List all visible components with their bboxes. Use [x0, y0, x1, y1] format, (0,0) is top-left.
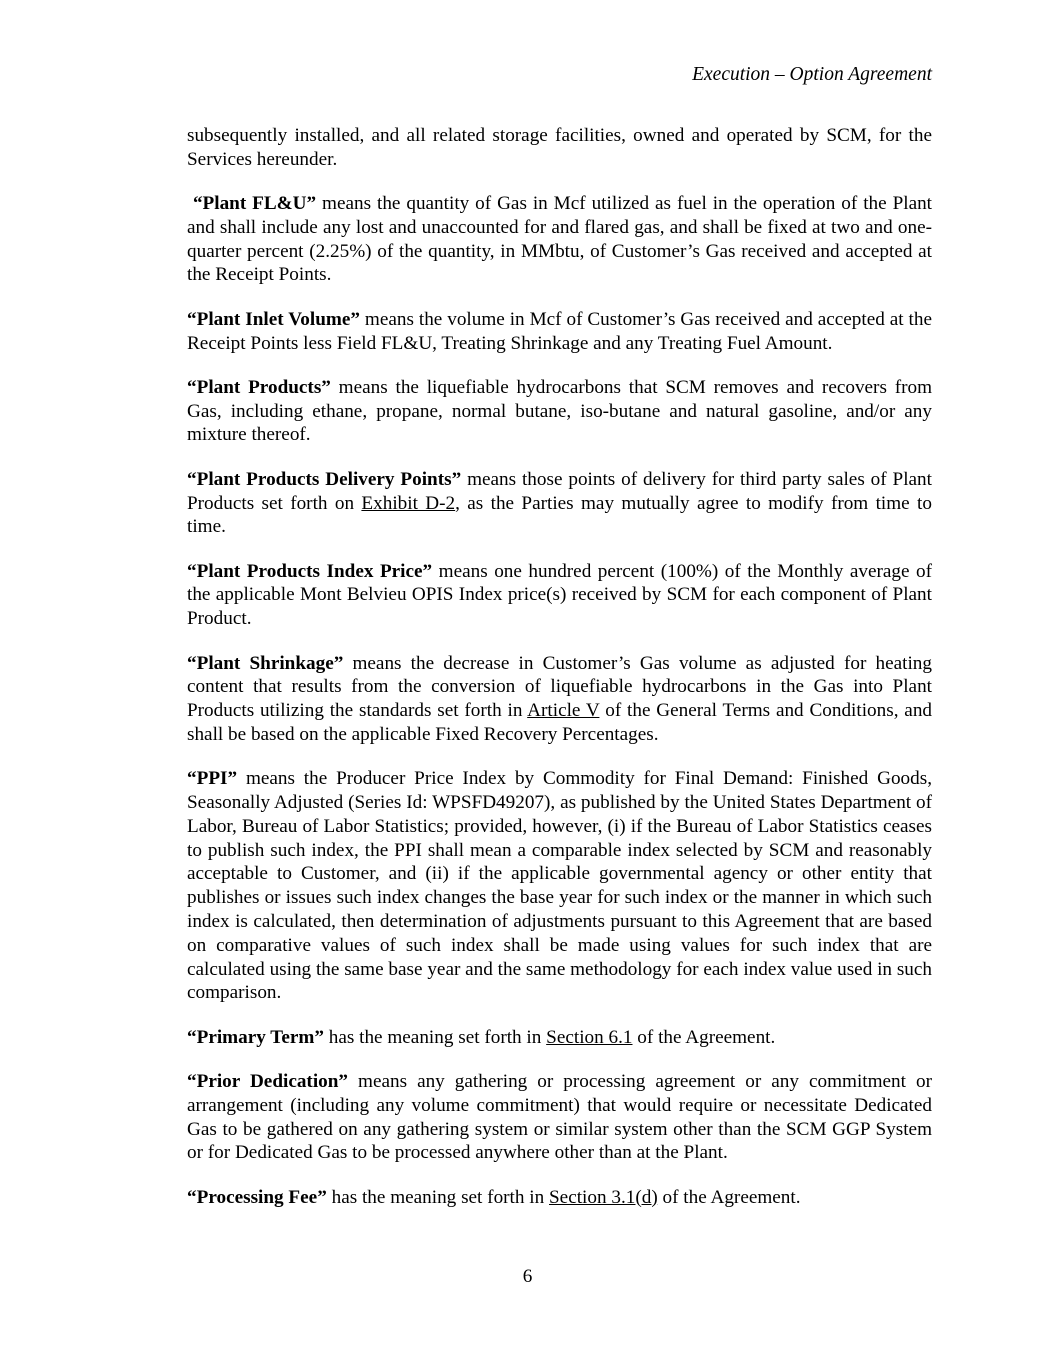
defined-term: “Plant FL&U”: [192, 193, 317, 215]
defined-term: “Plant Products”: [187, 376, 331, 398]
definition-text: of the Agreement.: [657, 1186, 801, 1208]
defined-term: “Prior Dedication”: [187, 1071, 349, 1092]
definition-plant-flu: [187, 192, 932, 287]
definition-prior-dedication: [187, 1070, 932, 1165]
definition-text: of the General Terms and Conditions, and shall be based on the applicable Fixed Recovery Percentages.: [187, 700, 933, 745]
definition-plant-products: [187, 376, 932, 447]
definition-plant-products-index-price: [187, 560, 932, 631]
cross-reference-link[interactable]: Section 6.1: [546, 1026, 633, 1048]
cross-reference-link[interactable]: Section 3.1(d): [549, 1186, 658, 1208]
definition-text: means any gathering or processing agreement or any commitment or arrangement (including any volume commitment) that would require or necessitate Dedicated Gas to be gathered on any gathering system or similar system other than the SCM GGP System or for Dedicated Gas to be processed anywhere other than at the Plant.: [187, 1071, 932, 1164]
running-header: Execution – Option Agreement: [692, 64, 932, 85]
defined-term: “Primary Term”: [187, 1026, 324, 1048]
defined-term: “Processing Fee”: [187, 1186, 327, 1208]
definitions-body: [187, 124, 932, 1230]
cross-reference-link[interactable]: Exhibit D-2: [361, 492, 456, 514]
defined-term: “PPI”: [187, 768, 238, 790]
continuation-paragraph: [187, 124, 932, 172]
definition-text: has the meaning set forth in: [326, 1186, 549, 1208]
definition-text: has the meaning set forth in: [323, 1026, 547, 1048]
definition-plant-products-delivery-points: [187, 468, 932, 539]
definition-plant-inlet-volume: [187, 308, 932, 356]
page-number: 6: [522, 1266, 533, 1287]
definition-plant-shrinkage: [187, 652, 932, 747]
definition-processing-fee: [187, 1186, 932, 1210]
definition-text: , as the Parties may mutually agree to modify from time to time.: [187, 492, 932, 538]
definition-text: means one hundred percent (100%) of the Monthly average of the applicable Mont Belvieu OPIS Index price(s) received by SCM for each component of Plant Product.: [187, 560, 932, 630]
definition-text: means the Producer Price Index by Commodity for Final Demand: Finished Goods, Seasonally Adjusted (Series Id: WPSFD49207), as published by the United States Department of Labor, Bureau of Labor Statistics; provided, however, (i) if the Bureau of Labor Statistics ceases to publish such index, the PPI shall mean a comparable index selected by SCM and reasonably acceptable to Customer, and (ii) if the applicable governmental agency or other entity that publishes or issues such index changes the base year for such index or the manner in which such index is calculated, then determination of adjustments pursuant to this Agreement that are based on comparative values of such index shall be made using values for such index that are calculated using the same base year and the same methodology for each index value used in such comparison.: [187, 768, 932, 1004]
defined-term: “Plant Products Index Price”: [187, 560, 433, 582]
definition-text: means the decrease in Customer’s Gas volume as adjusted for heating content that results from the conversion of liquefiable hydrocarbons in the Gas into Plant Products utilizing the standards set forth in: [187, 652, 932, 722]
definition-text: means the quantity of Gas in Mcf utilized as fuel in the operation of the Plant and shall include any lost and unaccounted for and flared gas, and shall be fixed at two and one-quarter percent (2.25%) of the quantity, in MMbtu, of Customer’s Gas received and accepted at the Receipt Points.: [187, 193, 933, 286]
definition-text: means the liquefiable hydrocarbons that SCM removes and recovers from Gas, including ethane, propane, normal butane, iso-butane and natural gasoline, and/or any mixture thereof.: [187, 376, 932, 446]
definition-text: means those points of delivery for third party sales of Plant Products set forth on: [187, 468, 932, 514]
cross-reference-link[interactable]: Article V: [527, 700, 600, 722]
defined-term: “Plant Shrinkage”: [187, 652, 344, 674]
definition-text: means the volume in Mcf of Customer’s Gas received and accepted at the Receipt Points less Field FL&U, Treating Shrinkage and any Treating Fuel Amount.: [187, 308, 932, 354]
defined-term: “Plant Products Delivery Points”: [187, 468, 462, 490]
definition-text: of the Agreement.: [632, 1026, 776, 1048]
definition-primary-term: [187, 1026, 932, 1050]
defined-term: “Plant Inlet Volume”: [187, 308, 360, 330]
definition-ppi: [187, 767, 932, 1005]
continuation-text: subsequently installed, and all related storage facilities, owned and operated by SCM, for the Services hereunder.: [187, 125, 932, 170]
